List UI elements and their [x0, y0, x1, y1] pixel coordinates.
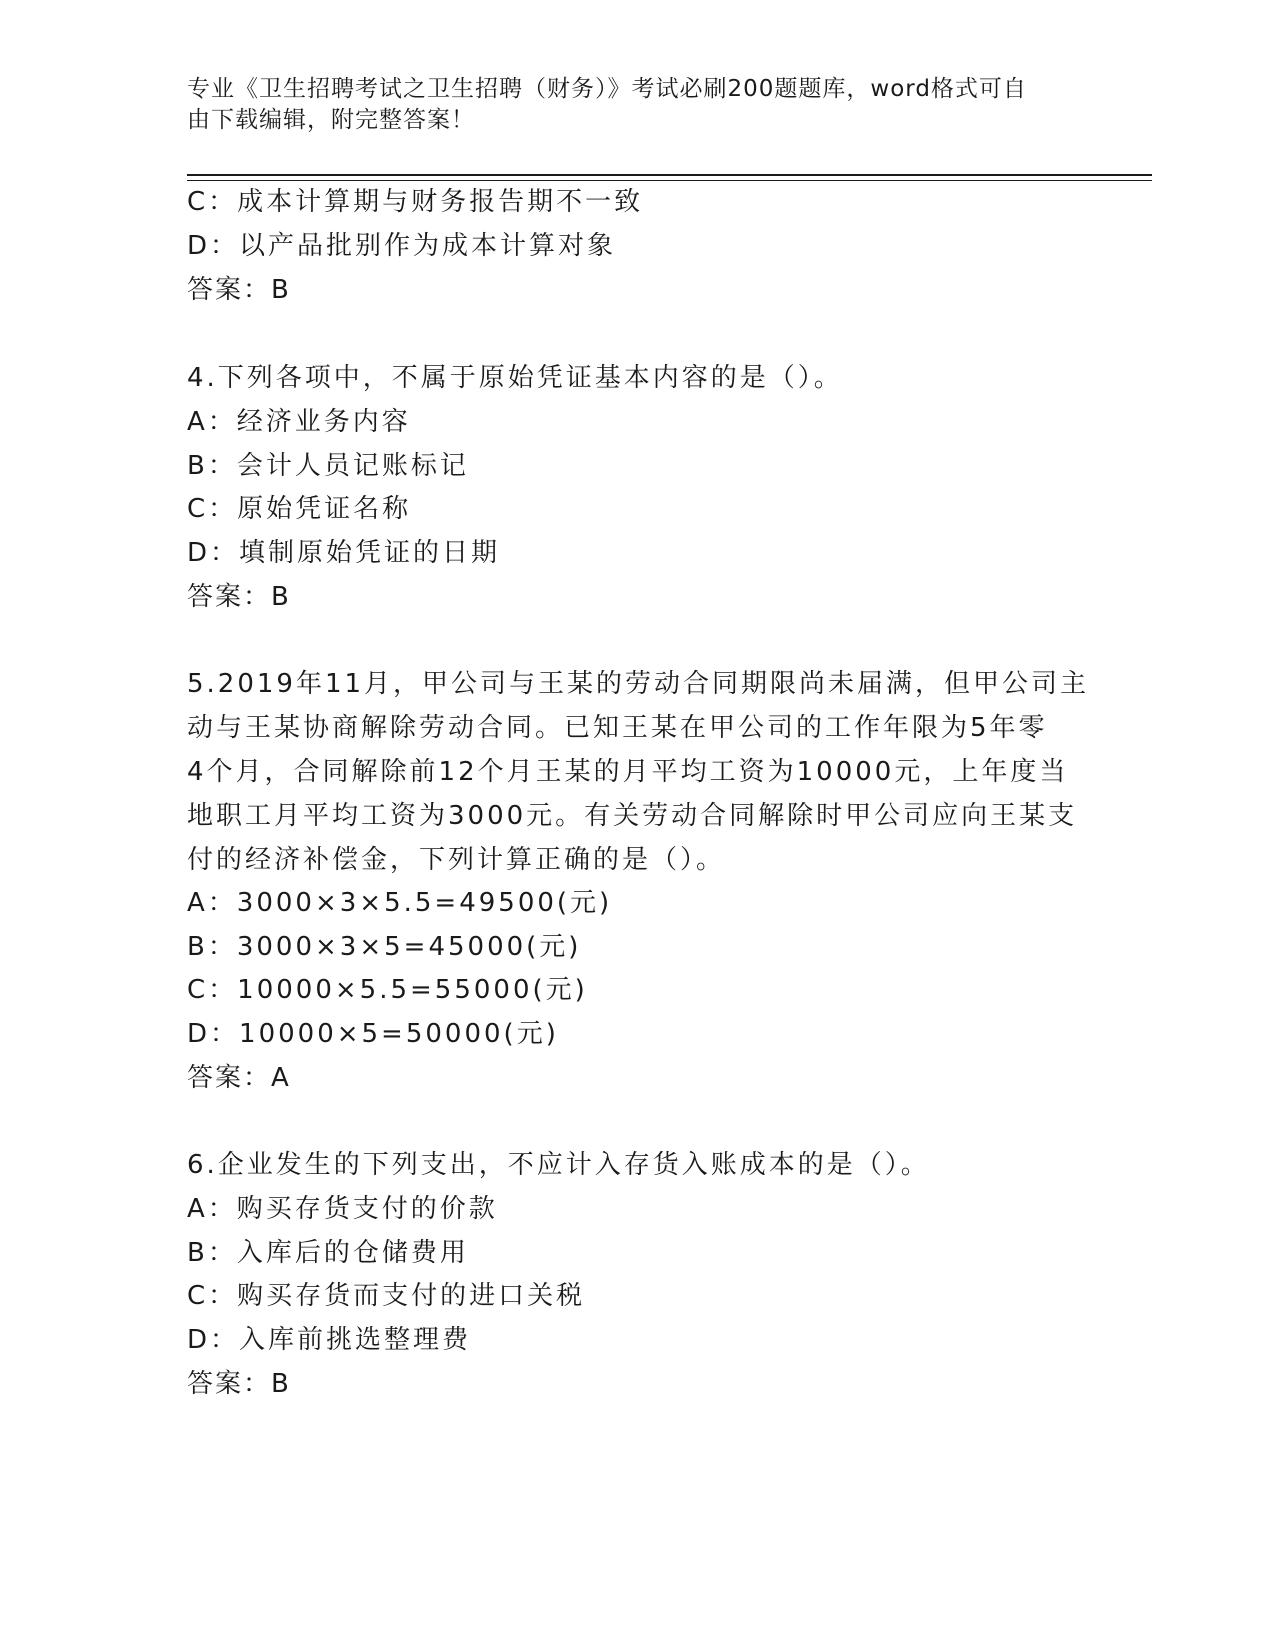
q6-answer: 答案：B [187, 1369, 291, 1399]
q5-stem-line-3: 4个月，合同解除前12个月王某的月平均工资为10000元，上年度当 [187, 757, 1069, 787]
q5-stem-line-4: 地职工月平均工资为3000元。有关劳动合同解除时甲公司应向王某支 [187, 801, 1078, 831]
q6-stem: 6.企业发生的下列支出，不应计入存货入账成本的是（）。 [187, 1150, 930, 1180]
q6-option-c: C：购买存货而支付的进口关税 [187, 1281, 586, 1311]
q4-option-a: A：经济业务内容 [187, 407, 411, 437]
header-title-line-2: 由下载编辑，附完整答案！ [187, 107, 475, 133]
document-header [187, 74, 1087, 136]
header-title-line-1: 专业《卫生招聘考试之卫生招聘（财务）》考试必刷200题题库，word格式可自 [187, 76, 1027, 102]
q5-stem-line-5: 付的经济补偿金，下列计算正确的是（）。 [187, 845, 726, 875]
q6-option-b: B：入库后的仓储费用 [187, 1238, 469, 1268]
q5-stem-line-1: 5.2019年11月，甲公司与王某的劳动合同期限尚未届满，但甲公司主 [187, 669, 1090, 699]
q5-option-a: A：3000×3×5.5=49500(元) [187, 888, 613, 918]
header-divider-thick [187, 174, 1152, 176]
q5-option-b: B：3000×3×5=45000(元) [187, 932, 582, 962]
q4-option-c: C：原始凭证名称 [187, 494, 412, 524]
q5-stem-line-2: 动与王某协商解除劳动合同。已知王某在甲公司的工作年限为5年零 [187, 713, 1048, 743]
q6-option-a: A：购买存货支付的价款 [187, 1194, 498, 1224]
q3-option-c: C：成本计算期与财务报告期不一致 [187, 187, 644, 217]
q4-answer: 答案：B [187, 582, 291, 612]
q4-stem: 4.下列各项中，不属于原始凭证基本内容的是（）。 [187, 363, 843, 393]
q6-option-d: D：入库前挑选整理费 [187, 1325, 472, 1355]
q3-option-d: D：以产品批别作为成本计算对象 [187, 231, 617, 261]
q5-option-c: C：10000×5.5=55000(元) [187, 975, 588, 1005]
q5-option-d: D：10000×5=50000(元) [187, 1019, 559, 1049]
q5-answer: 答案：A [187, 1063, 291, 1093]
q4-option-b: B：会计人员记账标记 [187, 451, 469, 481]
q3-answer: 答案：B [187, 275, 291, 305]
q4-option-d: D：填制原始凭证的日期 [187, 538, 501, 568]
